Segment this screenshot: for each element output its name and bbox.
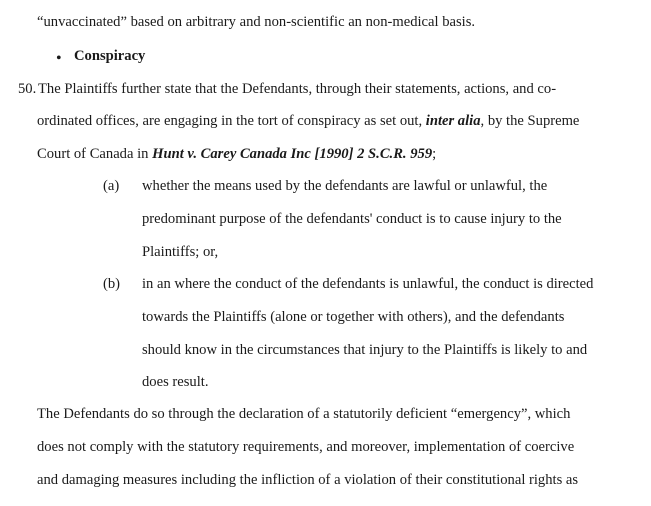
text-span: ordinated offices, are engaging in the tort of conspiracy as set out, — [37, 113, 426, 129]
text-line — [37, 112, 579, 130]
section-heading: Conspiracy — [74, 48, 146, 64]
paragraph-number: 50. — [18, 81, 37, 97]
text-line: Plaintiffs; or, — [142, 244, 219, 260]
text-span: ; — [432, 146, 437, 162]
text-line: “unvaccinated” based on arbitrary and non-scientific an non-medical basis. — [37, 14, 476, 30]
text-line: The Plaintiffs further state that the Defendants, through their statements, actions, and co- — [38, 81, 557, 97]
text-line: and damaging measures including the infliction of a violation of their constitutional rights as — [37, 472, 579, 488]
italic-term: inter alia — [425, 113, 481, 129]
case-citation: Hunt v. Carey Canada Inc [1990] 2 S.C.R. 959 — [152, 146, 433, 162]
text-span: Court of Canada in — [37, 146, 153, 162]
text-line: The Defendants do so through the declaration of a statutorily deficient “emergency”, which — [37, 406, 571, 422]
text-line: in an where the conduct of the defendants is unlawful, the conduct is directed — [142, 276, 594, 292]
list-marker: (b) — [103, 276, 121, 292]
text-span: , by the Supreme — [480, 113, 580, 129]
text-line: whether the means used by the defendants are lawful or unlawful, the — [142, 178, 548, 194]
bullet-icon: • — [56, 50, 62, 67]
text-line — [37, 145, 436, 163]
list-marker: (a) — [103, 178, 120, 194]
text-line: towards the Plaintiffs (alone or together with others), and the defendants — [142, 309, 565, 325]
text-line: does not comply with the statutory requirements, and moreover, implementation of coercive — [37, 439, 575, 455]
text-line: predominant purpose of the defendants' conduct is to cause injury to the — [142, 211, 562, 227]
text-line: should know in the circumstances that injury to the Plaintiffs is likely to and — [142, 342, 588, 358]
text-line: does result. — [142, 374, 209, 390]
